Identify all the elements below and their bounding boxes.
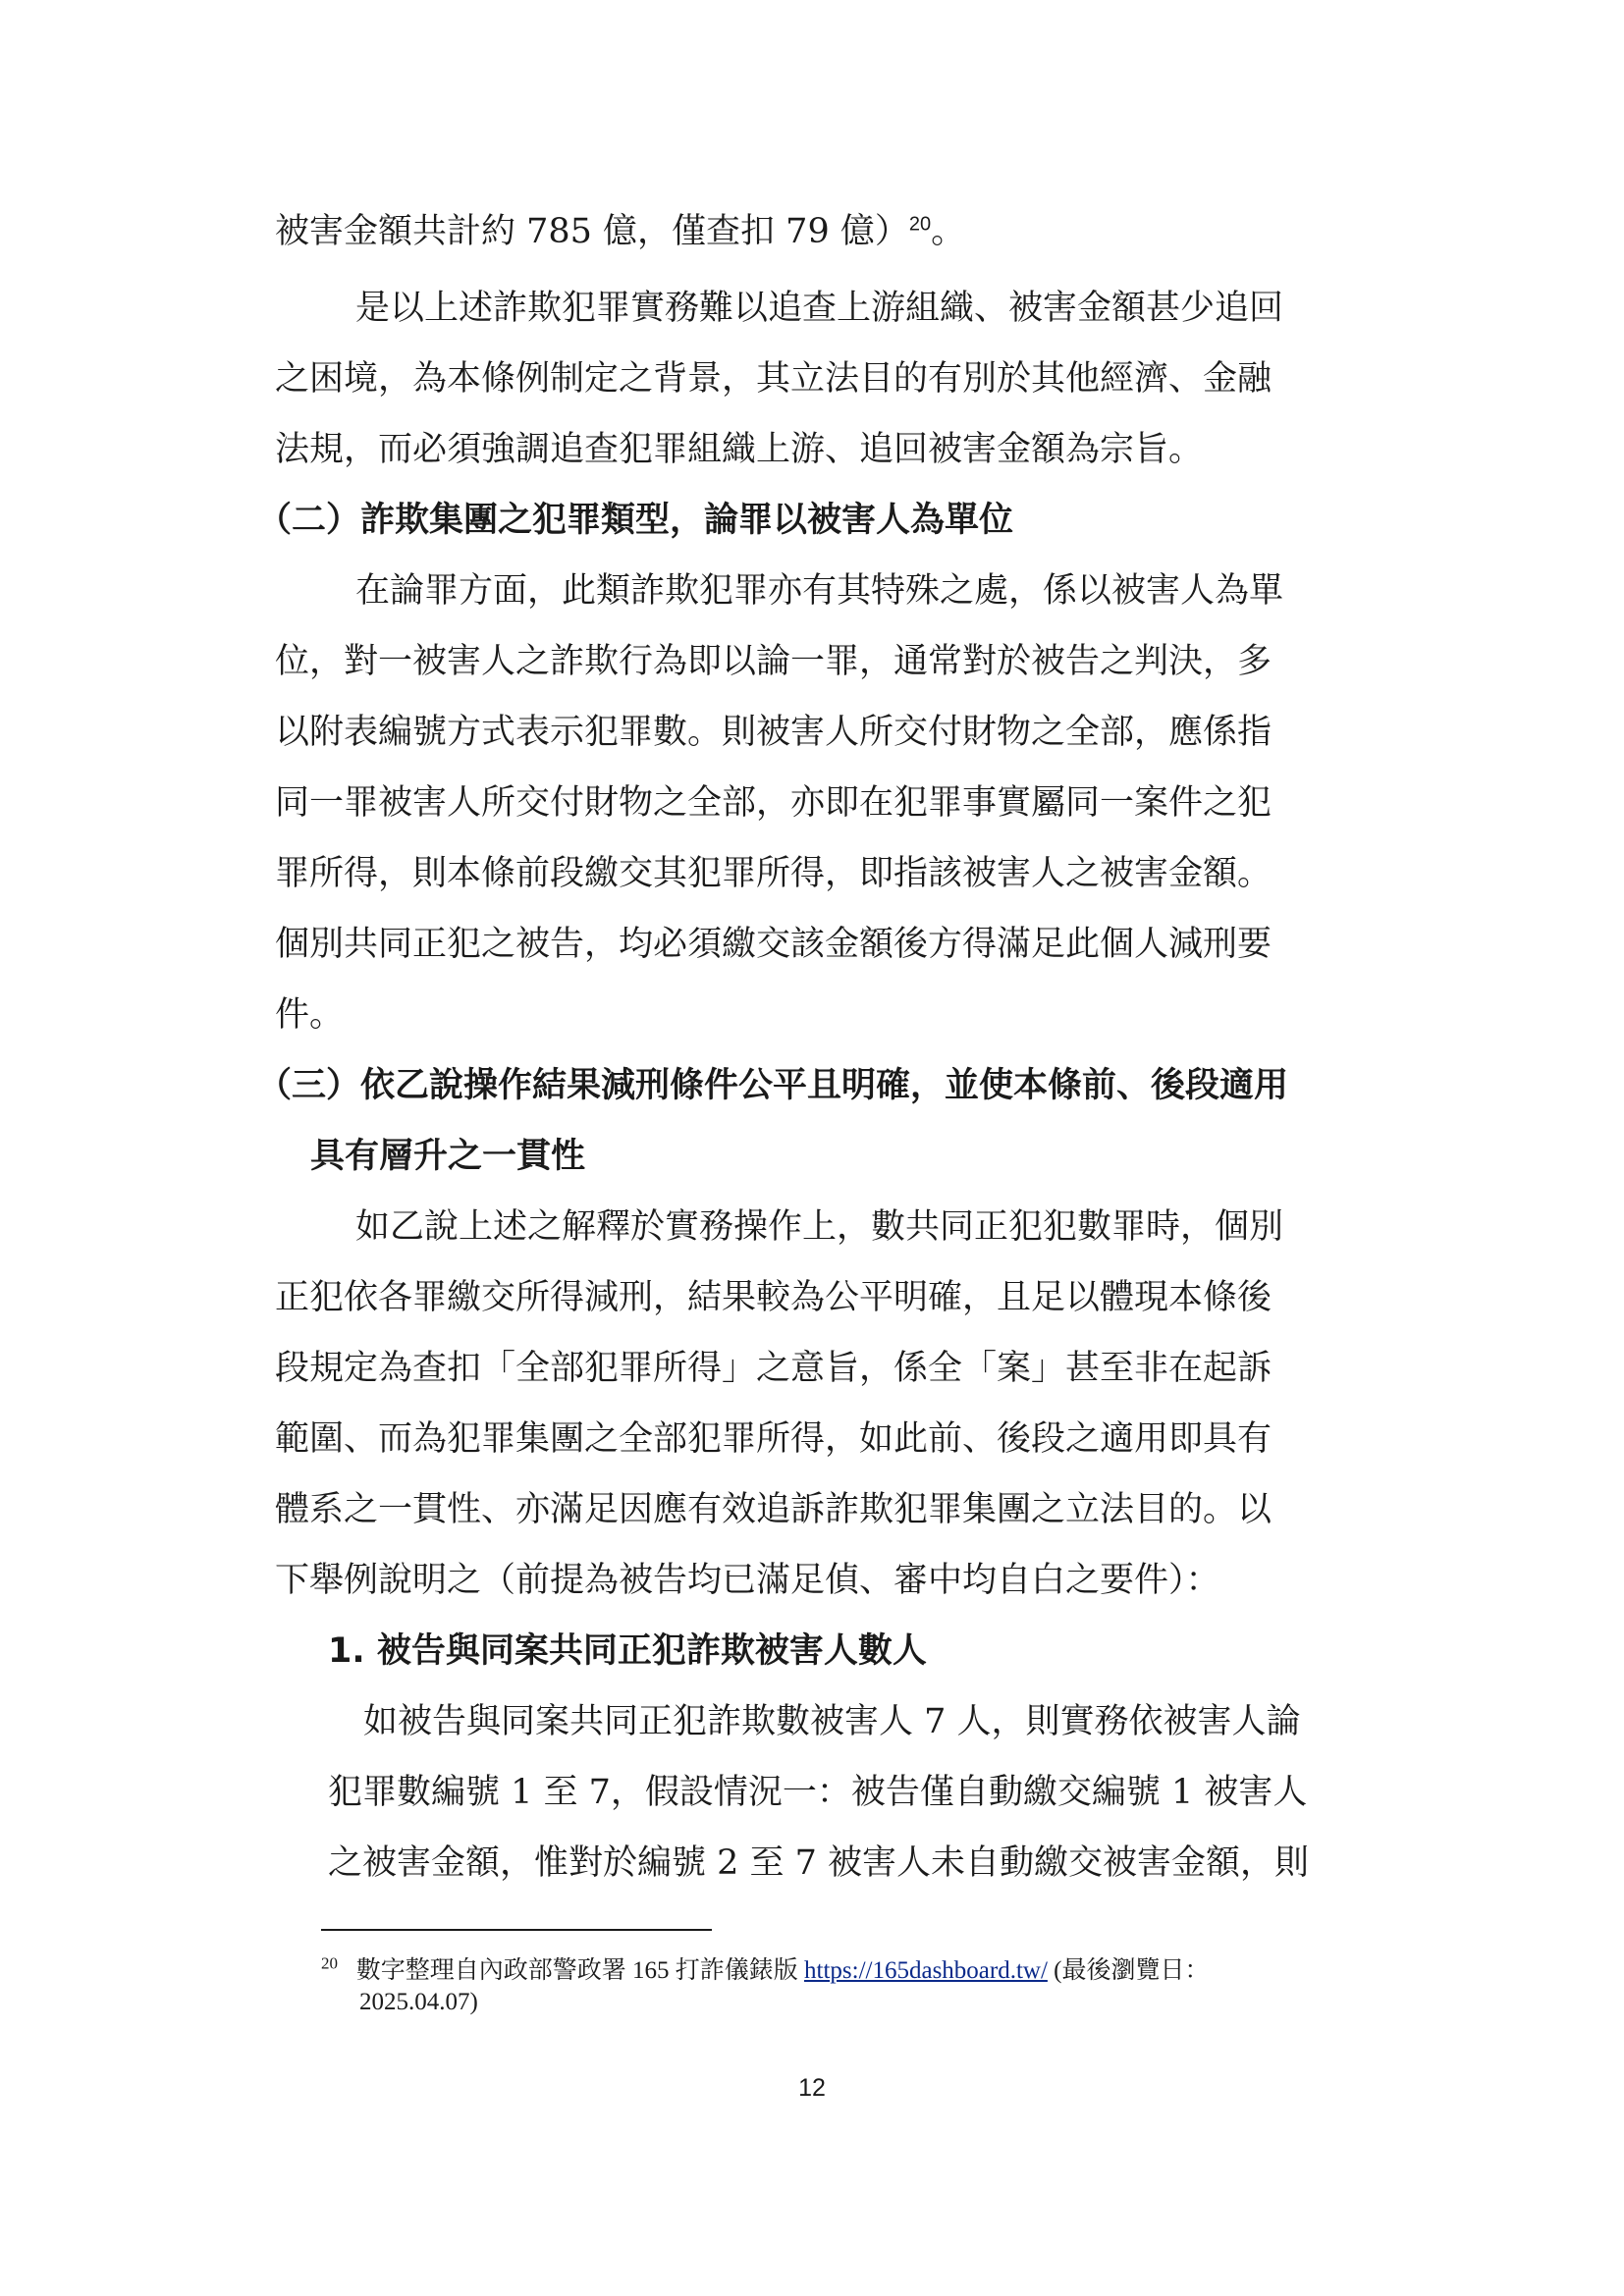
body-line: 位，對一被害人之詐欺行為即以論一罪，通常對於被告之判決，多 <box>275 642 1272 681</box>
body-line: 同一罪被害人所交付財物之全部，亦即在犯罪事實屬同一案件之犯 <box>275 783 1272 823</box>
body-line: 之困境，為本條例制定之背景，其立法目的有別於其他經濟、金融 <box>275 359 1272 399</box>
footnote-reference[interactable]: 20 <box>908 213 932 236</box>
section-heading: （三）依乙說操作結果減刑條件公平且明確，並使本條前、後段適用 <box>257 1066 1289 1105</box>
body-line: 正犯依各罪繳交所得減刑，結果較為公平明確，且足以體現本條後 <box>275 1278 1272 1317</box>
body-line: 之被害金額，惟對於編號 2 至 7 被害人未自動繳交被害金額，則 <box>328 1843 1310 1883</box>
body-line: 體系之一貫性、亦滿足因應有效追訴詐欺犯罪集團之立法目的。以 <box>275 1490 1272 1529</box>
body-line: 件。 <box>275 995 345 1035</box>
footnote-text: (最後瀏覽日： <box>1047 1957 1210 1984</box>
body-line: 在論罪方面，此類詐欺犯罪亦有其特殊之處，係以被害人為單 <box>355 571 1284 611</box>
body-line: 如被告與同案共同正犯詐欺數被害人 7 人，則實務依被害人論 <box>363 1702 1301 1741</box>
page-number: 12 <box>798 2074 826 2102</box>
body-line: 罪所得，則本條前段繳交其犯罪所得，即指該被害人之被害金額。 <box>275 854 1272 893</box>
body-line: 範圍、而為犯罪集團之全部犯罪所得，如此前、後段之適用即具有 <box>275 1419 1272 1459</box>
footnote-number: 20 <box>321 1953 338 1973</box>
body-line: 個別共同正犯之被告，均必須繳交該金額後方得滿足此個人減刑要 <box>275 925 1272 964</box>
section-heading: 具有層升之一貫性 <box>310 1137 586 1176</box>
body-text: 。 <box>931 212 966 251</box>
footnote-continuation: 2025.04.07) <box>359 1989 478 2015</box>
footnote-link[interactable]: https://165dashboard.tw/ <box>804 1957 1048 1984</box>
footnote-text: 數字整理自內政部警政署 165 打詐儀錶版 <box>355 1957 805 1984</box>
body-line: 犯罪數編號 1 至 7，假設情況一：被告僅自動繳交編號 1 被害人 <box>328 1773 1308 1812</box>
body-line: 法規，而必須強調追查犯罪組織上游、追回被害金額為宗旨。 <box>275 430 1204 469</box>
body-line <box>275 209 965 254</box>
footnote <box>321 1955 1210 1986</box>
body-line: 是以上述詐欺犯罪實務難以追查上游組織、被害金額甚少追回 <box>355 289 1284 328</box>
body-text: 被害金額共計約 785 億，僅查扣 79 億） <box>275 212 909 251</box>
body-line: 以附表編號方式表示犯罪數。則被害人所交付財物之全部，應係指 <box>275 713 1272 752</box>
body-line: 段規定為查扣「全部犯罪所得」之意旨，係全「案」甚至非在起訴 <box>275 1349 1272 1388</box>
section-heading: （二）詐欺集團之犯罪類型，論罪以被害人為單位 <box>257 501 1014 540</box>
body-line: 下舉例說明之（前提為被告均已滿足偵、審中均自白之要件）： <box>275 1561 1220 1600</box>
footnote-separator <box>321 1929 712 1931</box>
subsection-heading: 1. 被告與同案共同正犯詐欺被害人數人 <box>328 1631 927 1671</box>
body-line: 如乙說上述之解釋於實務操作上，數共同正犯犯數罪時，個別 <box>355 1207 1284 1247</box>
